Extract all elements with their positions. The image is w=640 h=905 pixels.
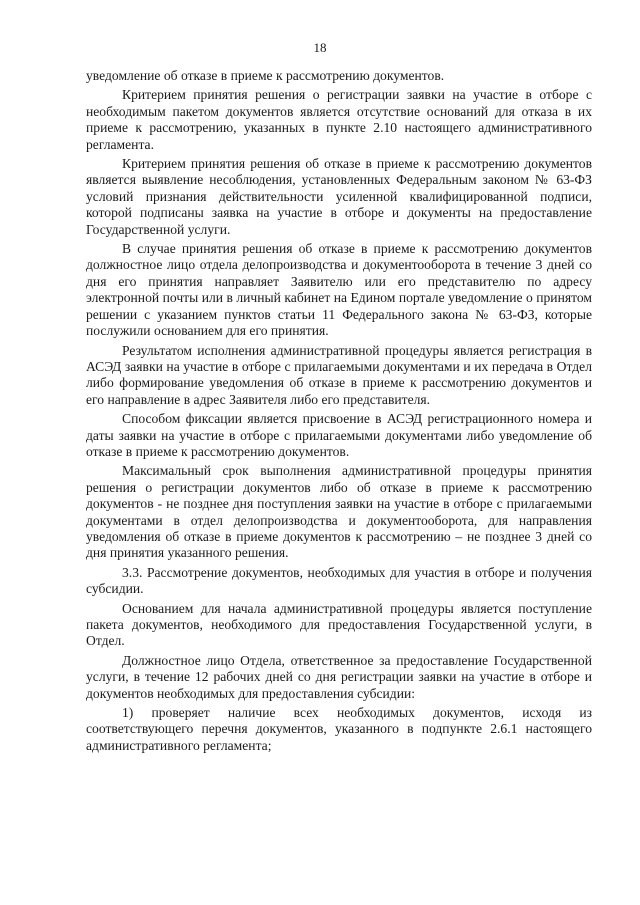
paragraph-10: Должностное лицо Отдела, ответственное за предоставление Государственной услуги, в течение 12 рабочих дней со дня регистрации заявки на участие в отборе и документов необходимых для предоставления субсидии: (86, 652, 592, 701)
paragraph-2: Критерием принятия решения о регистрации заявки на участие в отборе с необходимым пакетом документов является отсутствие оснований для отказа в их приеме к рассмотрению, указанных в пункте 2.10 настоящего административного регламента. (86, 87, 592, 152)
paragraph-9: Основанием для начала административной процедуры является поступление пакета документов, необходимого для предоставления Государственной услуги, в Отдел. (86, 600, 592, 649)
paragraph-list-item-1: 1) проверяет наличие всех необходимых документов, исходя из соответствующего перечня документов, указанного в подпункте 2.6.1 настоящего административного регламента; (86, 705, 592, 753)
paragraph-3: Критерием принятия решения об отказе в приеме к рассмотрению документов является выявление несоблюдения, установленных Федеральным законом № 63-ФЗ условий признания действительности усиленной квалифицированной подписи, которой подписаны заявка на участие в отборе и документы на предоставление Государственной услуги. (86, 156, 592, 237)
paragraph-7: Максимальный срок выполнения административной процедуры принятия решения о регистрации документов либо об отказе в приеме к рассмотрению документов - не позднее дня поступления заявки на участие в отборе с прилагаемыми документами в отдел делопроизводства и документооборота, для направления уведомления об отказе в приеме документов к рассмотрению – не позднее 3 дней со дня принятия указанного решения. (86, 463, 592, 561)
paragraph-4: В случае принятия решения об отказе в приеме к рассмотрению документов должностное лицо отдела делопроизводства и документооборота в течение 3 дней со дня его принятия направляет Заявителю или его представителю по адресу электронной почты или в личный кабинет на Едином портале уведомление о принятом решении с указанием пунктов статьи 11 Федерального закона № 63-ФЗ, которые послужили основанием для его принятия. (86, 241, 592, 339)
page-number: 18 (313, 40, 327, 55)
paragraph-1: уведомление об отказе в приеме к рассмотрению документов. (86, 68, 445, 83)
document-body (86, 68, 592, 757)
paragraph-6: Способом фиксации является присвоение в АСЭД регистрационного номера и даты заявки на участие в отборе с прилагаемыми документами либо уведомление об отказе в приеме к рассмотрению документов. (86, 411, 592, 459)
paragraph-5: Результатом исполнения административной процедуры является регистрация в АСЭД заявки на участие в отборе с прилагаемыми документами и их передача в Отдел либо формирование уведомления об отказе в приеме к рассмотрению документов и его направление в адрес Заявителя либо его представителя. (86, 342, 592, 407)
paragraph-section-3-3: 3.3. Рассмотрение документов, необходимых для участия в отборе и получения субсидии. (86, 564, 592, 597)
